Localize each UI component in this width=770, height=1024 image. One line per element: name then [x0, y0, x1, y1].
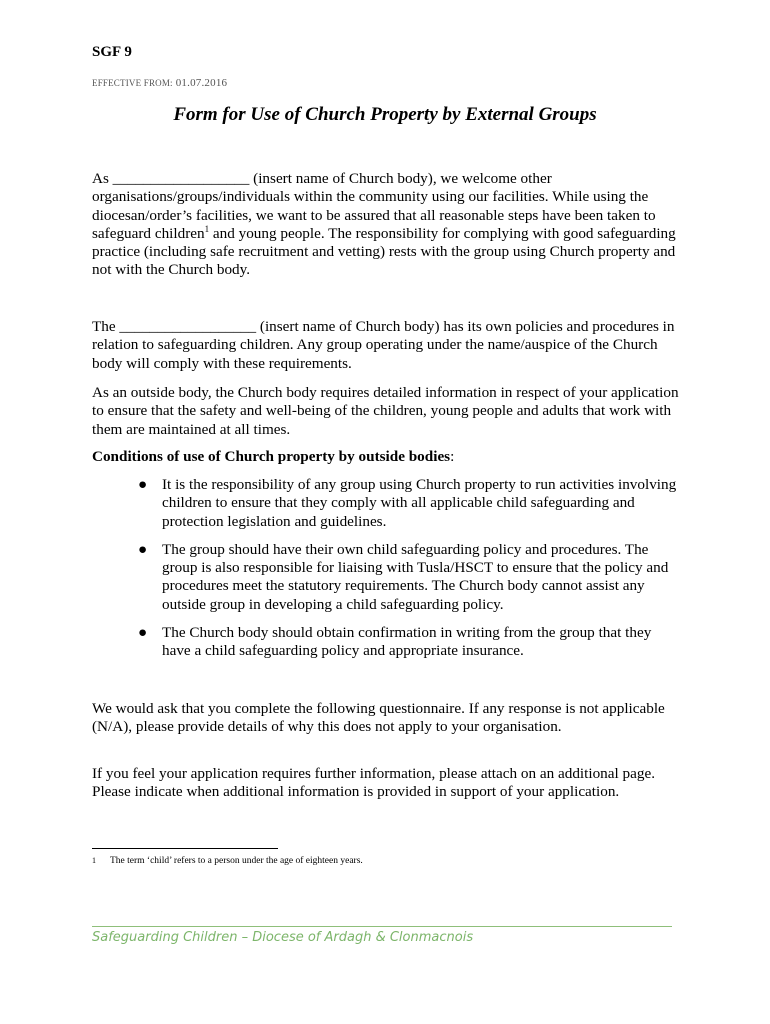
- intro-text-start: As __________________ (insert name of Church body), we welcome other organisations/groups/individuals within the community using our facilities. While using the diocesan/order’s facilities, we want to be assured that all reasonable steps have been taken to safeguard children: [92, 170, 656, 242]
- questionnaire-paragraph: We would ask that you complete the following questionnaire. If any response is not applicable (N/A), please provide details of why this does not apply to your organisation.: [92, 700, 665, 736]
- bullet-icon: ●: [138, 476, 148, 493]
- conditions-list: [138, 476, 683, 671]
- effective-label: EFFECTIVE FROM:: [92, 78, 173, 88]
- list-item: [138, 624, 683, 661]
- conditions-heading: [92, 448, 682, 466]
- effective-date-line: [92, 77, 227, 89]
- footer-divider: [92, 926, 672, 927]
- effective-date: 01.07.2016: [175, 77, 228, 89]
- additional-info-paragraph: If you feel your application requires further information, please attach on an additional page. Please indicate when additional information is provided in support of your application.: [92, 765, 655, 801]
- requirements-paragraph: As an outside body, the Church body requires detailed information in respect of your application to ensure that the safety and well-being of the children, young people and adults that work with them are maintained at all times.: [92, 384, 679, 438]
- list-item: [138, 541, 683, 614]
- footnote: [92, 856, 363, 866]
- list-item-text: The Church body should obtain confirmation in writing from the group that they have a child safeguarding policy and appropriate insurance.: [162, 624, 652, 660]
- list-item: [138, 476, 683, 531]
- footnote-number: 1: [92, 856, 96, 865]
- bullet-icon: ●: [138, 540, 148, 558]
- footnote-divider: [92, 848, 278, 849]
- page-footer: Safeguarding Children – Diocese of Ardagh & Clonmacnois: [92, 930, 474, 945]
- policy-paragraph: The __________________ (insert name of Church body) has its own policies and procedures in relation to safeguarding children. Any group operating under the name/auspice of the Church body will comply with these requirements.: [92, 318, 675, 372]
- footnote-reference: 1: [204, 223, 210, 234]
- intro-paragraph: [92, 170, 682, 280]
- conditions-heading-colon: :: [450, 448, 455, 465]
- conditions-heading-text: Conditions of use of Church property by outside bodies: [92, 448, 451, 465]
- bullet-icon: ●: [138, 624, 148, 642]
- document-title: Form for Use of Church Property by External Groups: [173, 104, 597, 125]
- footnote-text: The term ‘child’ refers to a person under the age of eighteen years.: [110, 856, 363, 866]
- intro-text-end: and young people. The responsibility for complying with good safeguarding practice (including safe recruitment and vetting) rests with the group using Church property and not with the Church body.: [92, 224, 676, 279]
- list-item-text: It is the responsibility of any group using Church property to run activities involving children to ensure that they comply with all applicable child safeguarding and protection legislation and guidelines.: [162, 476, 677, 530]
- list-item-text: The group should have their own child safeguarding policy and procedures. The group is also responsible for liaising with Tusla/HSCT to ensure that the policy and procedures meet the statutory requirements. The Church body cannot assist any outside group in developing a child safeguarding policy.: [162, 540, 669, 613]
- form-code: SGF 9: [92, 44, 132, 60]
